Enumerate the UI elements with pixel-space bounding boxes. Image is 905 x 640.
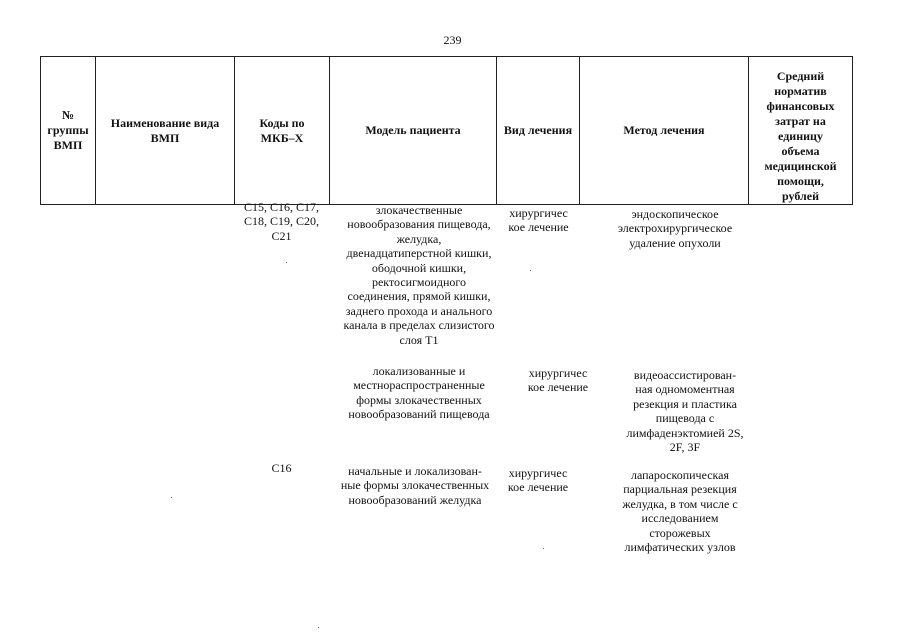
scan-speck [543, 548, 544, 549]
row-treatment-type: хирургичес кое лечение [507, 466, 569, 495]
row-patient-model: локализованные и местнораспространенные формы злокачественных новообразований пищевода [348, 364, 490, 422]
header-icd-codes: Коды по МКБ–Х [235, 57, 330, 205]
header-financial-norm: Средний норматив финансовых затрат на единицу объема медицинской помощи, рублей [749, 57, 853, 205]
header-treatment-type: Вид лечения [497, 57, 580, 205]
table-header [40, 56, 853, 205]
row-treatment-method: лапароскопическая парциальная резекция желудка, в том числе с исследованием сторожевых лимфатических узлов [622, 468, 738, 555]
row-treatment-method: видеоассистирован- ная одномоментная резекция и пластика пищевода с лимфаденэктомией 2S, 2F, 3F [626, 368, 744, 455]
header-vmp-name: Наименование вида ВМП [96, 57, 235, 205]
header-treatment-method: Метод лечения [580, 57, 749, 205]
row-patient-model: начальные и локализован- ные формы злокачественных новообразований желудка [340, 464, 490, 507]
header-patient-model: Модель пациента [330, 57, 497, 205]
row-patient-model: злокачественные новообразования пищевода, желудка, двенадцатиперстной кишки, ободочной кишки, ректосигмоидного соединения, прямой кишки, заднего прохода и анального канала в пределах слизистого слоя T1 [343, 203, 495, 347]
page-number: 239 [443, 33, 462, 47]
scan-speck [171, 497, 172, 498]
row-treatment-type: хирургичес кое лечение [508, 206, 569, 235]
scan-speck [286, 262, 287, 263]
row-treatment-type: хирургичес кое лечение [527, 366, 589, 395]
scan-speck [318, 627, 319, 628]
row-icd-codes: C15, C16, C17, C18, C19, C20, C21 [243, 200, 319, 243]
header-group-number: № группы ВМП [41, 57, 96, 205]
scan-speck [530, 270, 531, 271]
row-icd-codes: C16 [271, 461, 292, 475]
row-treatment-method: эндоскопическое электрохирургическое удаление опухоли [617, 207, 733, 250]
